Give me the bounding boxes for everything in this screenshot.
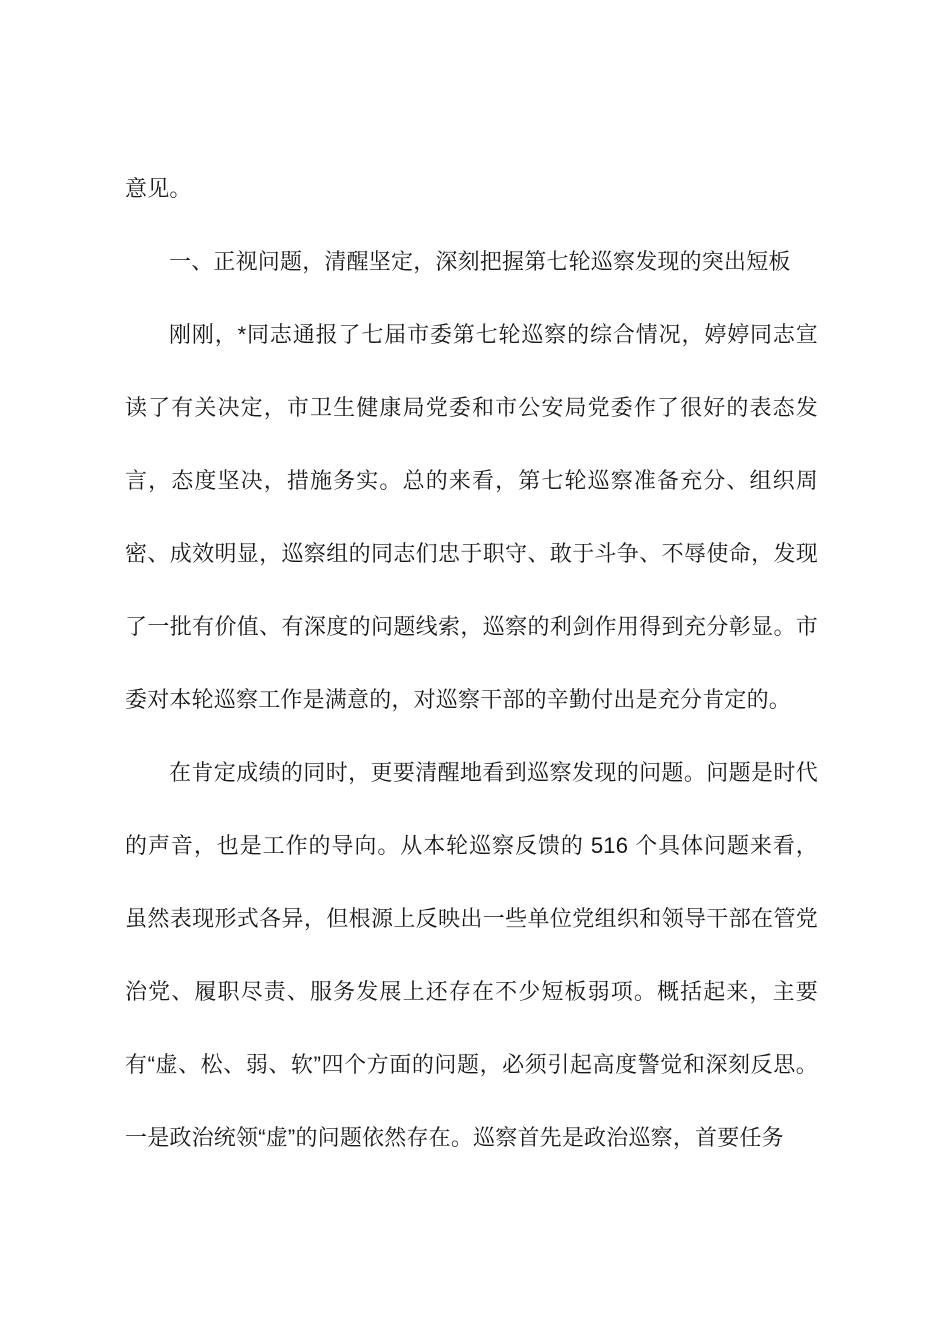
- body-paragraph-1: 刚刚，*同志通报了七届市委第七轮巡察的综合情况，婷婷同志宣读了有关决定，市卫生健康局党委和市公安局党委作了很好的表态发言，态度坚决，措施务实。总的来看，第七轮巡察准备充分、组织周密、成效明显，巡察组的同志们忠于职守、敢于斗争、不辱使命，发现了一批有价值、有深度的问题线索，巡察的利剑作用得到充分彰显。市委对本轮巡察工作是满意的，对巡察干部的辛勤付出是充分肯定的。: [125, 322, 818, 712]
- body-paragraph-2: 在肯定成绩的同时，更要清醒地看到巡察发现的问题。问题是时代的声音，也是工作的导向。从本轮巡察反馈的 516 个具体问题来看，虽然表现形式各异，但根源上反映出一些单位党组织和领导干部在管党治党、履职尽责、服务发展上还存在不少短板弱项。概括起来，主要有“虚、松、弱、软”四个方面的问题，必须引起高度警觉和深刻反思。一是政治统领“虚”的问题依然存在。巡察首先是政治巡察，首要任务: [125, 760, 818, 1150]
- paragraph-continuation: 意见。: [125, 176, 192, 201]
- section-heading: 一、正视问题，清醒坚定，深刻把握第七轮巡察发现的突出短板: [169, 249, 791, 274]
